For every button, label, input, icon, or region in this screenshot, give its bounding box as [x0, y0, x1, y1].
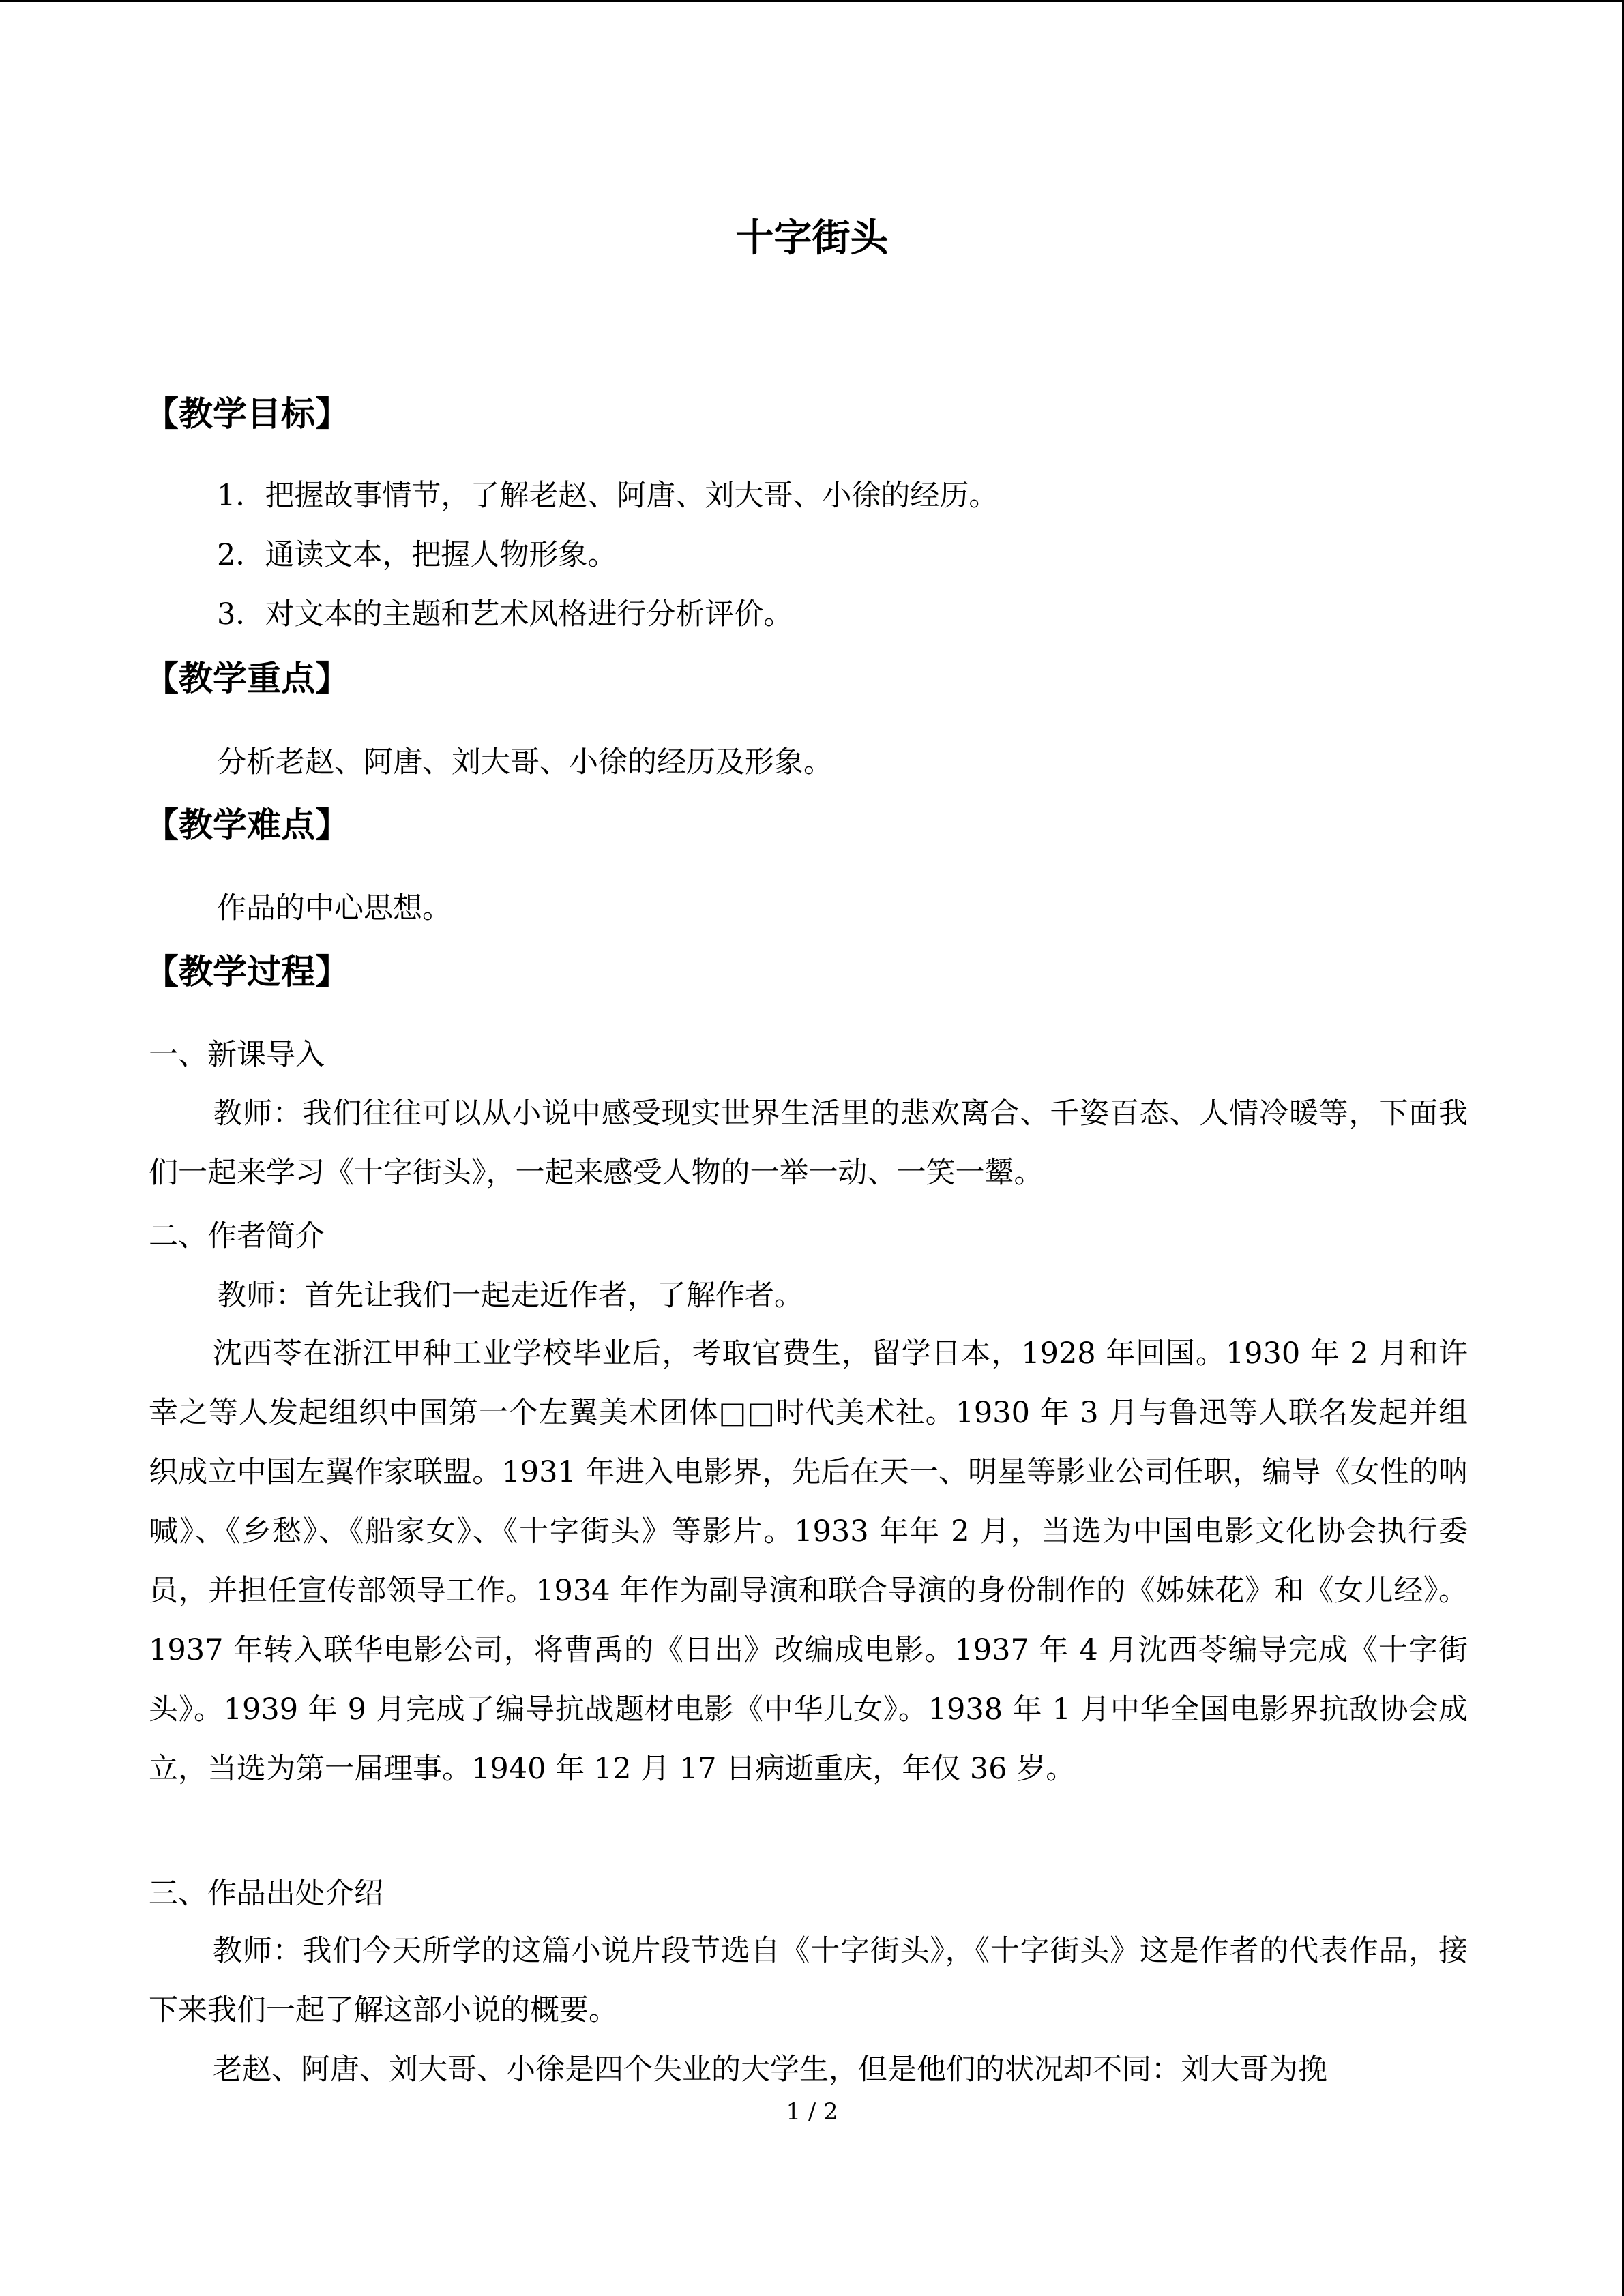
- heading-difficulties: 【教学难点】: [145, 805, 349, 845]
- step2-author-bio: 沈西苓在浙江甲种工业学校毕业后，考取官费生，留学日本，1928 年回国。1930 年 2 月和许幸之等人发起组织中国第一个左翼美术团体□□时代美术社。1930 年 3 月与鲁迅等人联名发起并组织成立中国左翼作家联盟。1931 年进入电影界，先后在天一、明星等影业公司任职，编导《女性的呐喊》、《乡愁》、《船家女》、《十字街头》等影片。1933 年年 2 月，当选为中国电影文化协会执行委员，并担任宣传部领导工作。1934 年作为副导演和联合导演的身份制作的《姊妹花》和《女儿经》。1937 年转入联华电影公司，将曹禹的《日出》改编成电影。1937 年 4 月沈西苓编导完成《十字街头》。1939 年 9 月完成了编导抗战题材电影《中华儿女》。1938 年 1 月中华全国电影界抗敌协会成立，当选为第一届理事。1940 年 12 月 17 日病逝重庆，年仅 36 岁。: [149, 1337, 1468, 1786]
- step3-title: 三、作品出处介绍: [149, 1877, 383, 1911]
- page-top-border: [0, 0, 1624, 2]
- goal-item-2: 2．通读文本，把握人物形象。: [217, 538, 617, 572]
- heading-teaching-goals: 【教学目标】: [145, 394, 349, 434]
- key-points-text: 分析老赵、阿唐、刘大哥、小徐的经历及形象。: [217, 745, 833, 779]
- step1-text: 教师：我们往往可以从小说中感受现实世界生活里的悲欢离合、千姿百态、人情冷暖等，下面我们一起来学习《十字街头》，一起来感受人物的一举一动、一笑一颦。: [149, 1097, 1468, 1190]
- goal-item-1: 1．把握故事情节，了解老赵、阿唐、刘大哥、小徐的经历。: [217, 479, 999, 513]
- step1-title: 一、新课导入: [149, 1038, 325, 1072]
- step3-intro: 教师：我们今天所学的这篇小说片段节选自《十字街头》，《十字街头》这是作者的代表作品，接下来我们一起了解这部小说的概要。: [149, 1934, 1468, 2027]
- step3-summary: 老赵、阿唐、刘大哥、小徐是四个失业的大学生，但是他们的状况却不同：刘大哥为挽: [213, 2053, 1327, 2087]
- difficulties-text: 作品的中心思想。: [217, 891, 452, 925]
- goal-item-3: 3．对文本的主题和艺术风格进行分析评价。: [217, 597, 793, 631]
- page-number: 1 / 2: [786, 2098, 838, 2126]
- heading-teaching-process: 【教学过程】: [145, 952, 349, 992]
- step2-title: 二、作者简介: [149, 1219, 325, 1253]
- heading-key-points: 【教学重点】: [145, 659, 349, 698]
- document-title: 十字街头: [735, 216, 889, 260]
- step2-intro: 教师：首先让我们一起走近作者，了解作者。: [217, 1279, 803, 1313]
